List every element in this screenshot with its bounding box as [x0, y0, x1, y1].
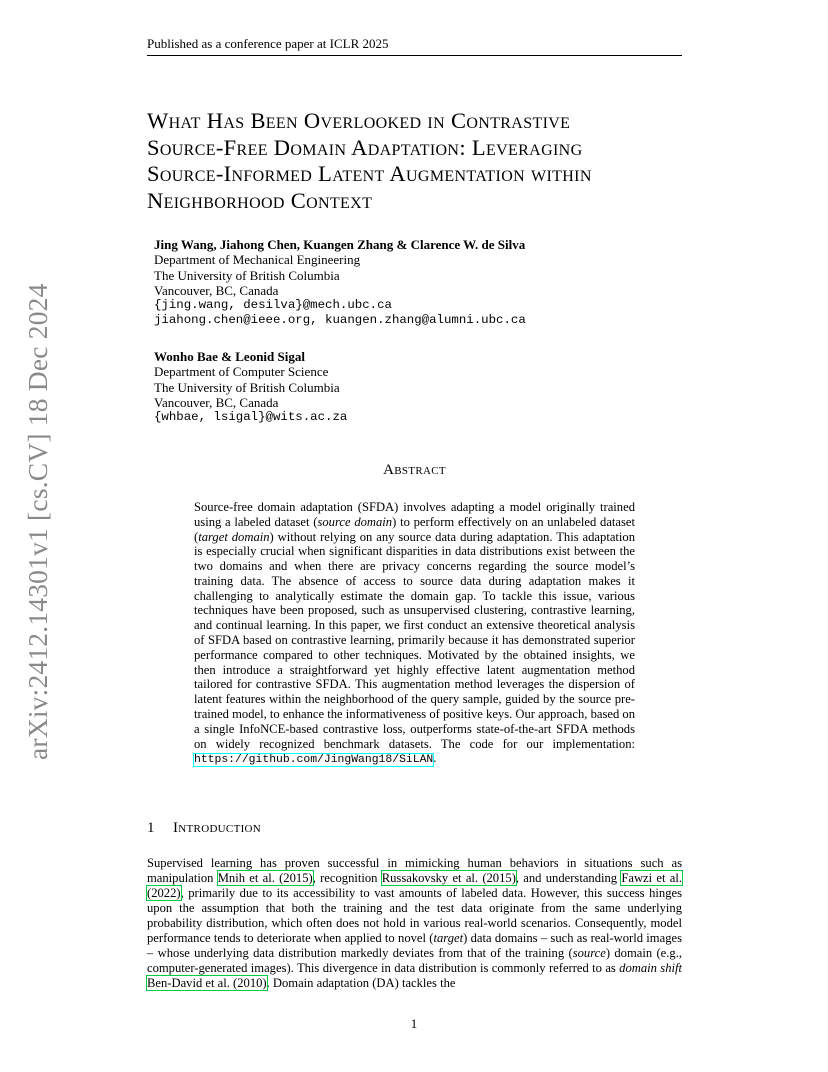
intro-text: , primarily due to its accessibility to vast amounts of labeled data. However, this success hinges upon the assumption that both the training and the test data originate from the same underlying probability distribution, which often does not hold in various real-world scenarios. Consequently, model performance tends to deteriorate when applied to novel (: [147, 886, 682, 945]
abstract-text: ) without relying on any source data during adaptation. This adaptation is especially crucial when significant disparities in data distributions exist between the two domains and when there are privacy concerns regarding the source model’s training data. The absence of access to source data during adaptation makes it challenging to analytically estimate the domain gap. To tackle this issue, various techniques have been proposed, such as unsupervised clustering, contrastive learning, and continual learning. In this paper, we first conduct an extensive theoretical analysis of SFDA based on contrastive learning, primarily because it has demonstrated superior performance compared to other techniques. Motivated by the obtained insights, we then introduce a straightforward yet highly effective latent augmentation method tailored for contrastive SFDA. This augmentation method leverages the dispersion of latent features within the neighborhood of the query sample, guided by the source pre-trained model, to enhance the informativeness of positive keys. Our approach, based on a single InfoNCE-based contrastive loss, outperforms state-of-the-art SFDA methods on widely recognized benchmark datasets. The code for our implementation:: [194, 529, 635, 751]
author-email: {jing.wang, desilva}@mech.ubc.ca: [154, 298, 392, 313]
title-line: Neighborhood Context: [147, 187, 373, 213]
abstract-emphasis: target domain: [198, 529, 270, 544]
intro-text: ) domain (e.g., computer-generated images). This divergence in data distribution is commonly referred to as: [147, 946, 683, 975]
author-email: {whbae, lsigal}@wits.ac.za: [154, 410, 348, 425]
abstract-emphasis: source domain: [317, 514, 393, 529]
author-names: Jing Wang, Jiahong Chen, Kuangen Zhang & Clarence W. de Silva: [154, 237, 526, 252]
intro-emphasis: domain shift: [619, 961, 683, 975]
running-header: Published as a conference paper at ICLR 2025: [147, 36, 682, 56]
code-link[interactable]: https://github.com/JingWang18/SiLAN: [194, 754, 434, 767]
citation-link[interactable]: Fawzi et al. (2022): [147, 871, 682, 900]
author-block-1: [154, 237, 694, 329]
section-title: Introduction: [173, 820, 262, 836]
abstract-text: Source-free domain adaptation (SFDA) involves adapting a model originally trained using a labeled dataset (: [194, 500, 635, 529]
intro-text: . Domain adaptation (DA) tackles the: [266, 976, 456, 990]
author-department: Department of Mechanical Engineering: [154, 252, 361, 268]
abstract-text: ) to perform effectively on an unlabeled dataset (: [194, 514, 635, 544]
citation-link[interactable]: Mnih et al. (2015): [217, 871, 313, 885]
citation-link[interactable]: Ben-David et al. (2010): [147, 976, 267, 990]
citation-link[interactable]: Russakovsky et al. (2015): [381, 871, 516, 885]
abstract-body: [194, 500, 635, 768]
arxiv-stamp: arXiv:2412.14301v1 [cs.CV] 18 Dec 2024: [22, 283, 53, 760]
author-names: Wonho Bae & Leonid Sigal: [154, 349, 305, 364]
title-line: Source-Informed Latent Augmentation within: [147, 161, 592, 187]
author-university: The University of British Columbia: [154, 267, 340, 283]
author-city: Vancouver, BC, Canada: [154, 282, 279, 298]
author-email: jiahong.chen@ieee.org, kuangen.zhang@alumni.ubc.ca: [154, 313, 526, 328]
intro-text: , recognition: [312, 871, 382, 885]
title-line: What Has Been Overlooked in Contrastive: [147, 108, 571, 133]
author-university: The University of British Columbia: [154, 379, 340, 395]
author-city: Vancouver, BC, Canada: [154, 394, 279, 410]
paper-title: [147, 108, 692, 214]
intro-paragraph: [147, 856, 682, 991]
section-heading: [147, 820, 261, 837]
intro-text: Supervised learning has proven successful in mimicking human behaviors in situations such as manipulation: [147, 856, 682, 885]
page-number: 1: [410, 1016, 418, 1031]
title-line: Source-Free Domain Adaptation: Leveraging: [147, 134, 583, 160]
author-block-2: [154, 349, 694, 425]
intro-emphasis: source: [572, 946, 606, 960]
intro-emphasis: target: [433, 931, 464, 945]
abstract-heading: Abstract: [383, 462, 446, 478]
intro-text: ) data domains – such as real-world images – whose underlying data distribution markedly deviates from that of the training (: [147, 931, 682, 960]
abstract-text: .: [433, 751, 437, 766]
author-department: Department of Computer Science: [154, 364, 329, 380]
intro-text: , and understanding: [515, 871, 622, 885]
section-number: 1: [147, 820, 155, 836]
